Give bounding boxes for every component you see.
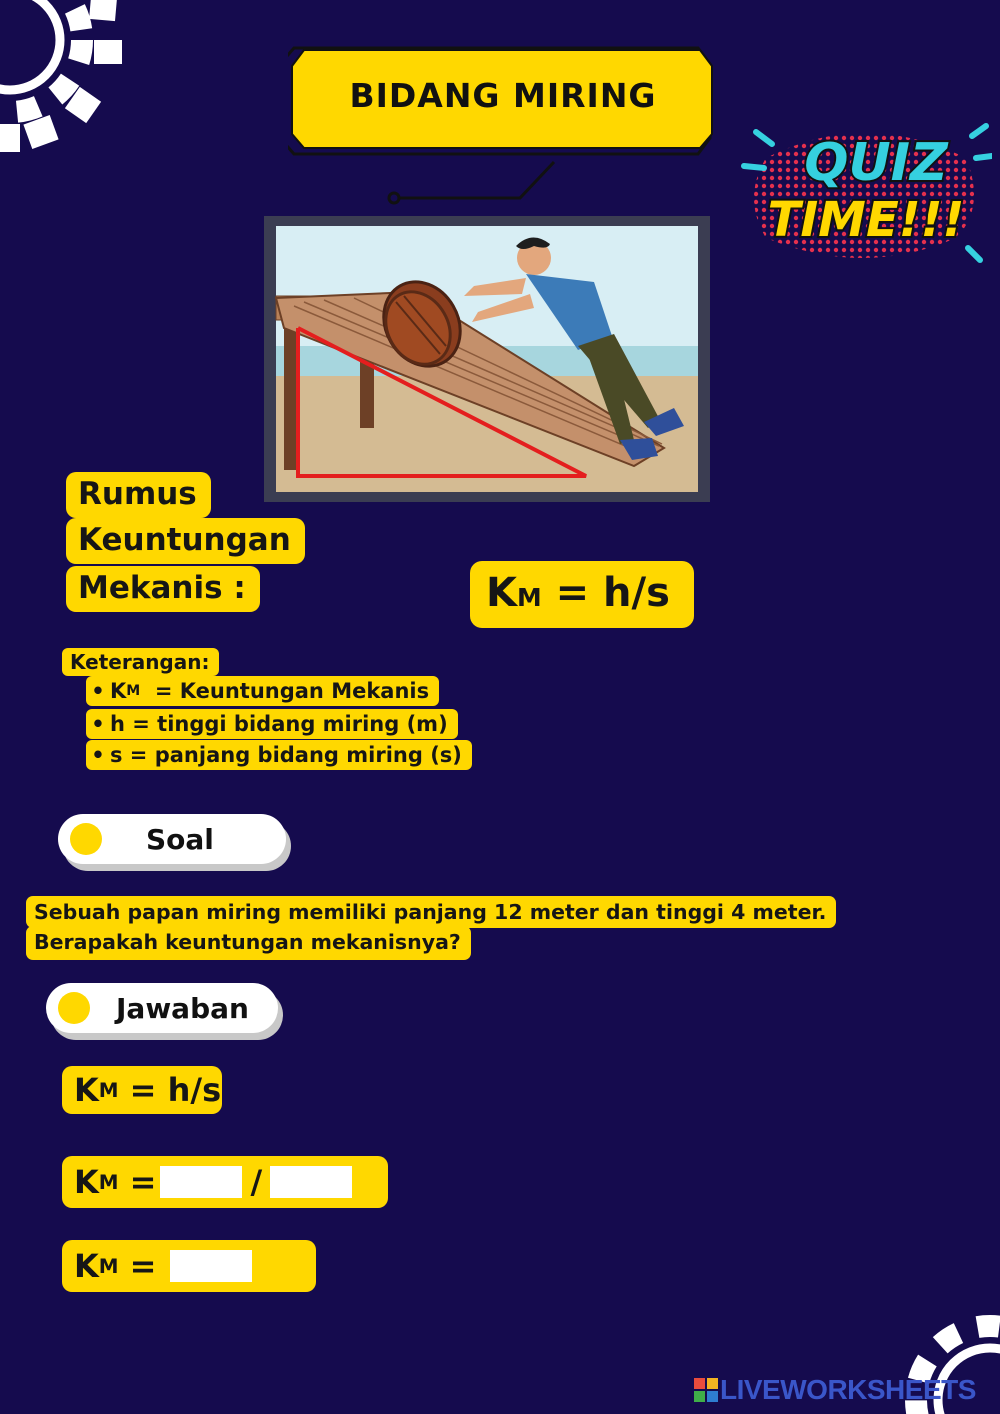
quiz-time-badge: [736, 118, 992, 268]
watermark-text: LIVEWORKSHEETS: [720, 1374, 976, 1405]
liveworksheets-watermark: [694, 1374, 976, 1406]
length-input[interactable]: [270, 1166, 352, 1198]
rumus-label-line2: Keuntungan: [66, 518, 305, 564]
answer-k: K: [74, 1247, 99, 1285]
jawaban-heading: [46, 983, 278, 1033]
keterangan-label: Keterangan:: [62, 648, 219, 676]
rumus-label-line3: Mekanis :: [66, 566, 260, 612]
circle-icon: [58, 992, 90, 1024]
height-input[interactable]: [160, 1166, 242, 1198]
keterangan-item: [86, 740, 472, 770]
formula-rest: = h/s: [541, 570, 670, 616]
answer-rest: = h/s: [118, 1071, 222, 1109]
gear-icon: [0, 0, 130, 160]
keterangan-text: s = panjang bidang miring (s): [110, 743, 462, 767]
question-line1: Sebuah papan miring memiliki panjang 12 meter dan tinggi 4 meter.: [26, 896, 836, 928]
answer-k: K: [74, 1071, 99, 1109]
quiz-text: QUIZ: [804, 133, 948, 193]
result-input[interactable]: [170, 1250, 252, 1282]
answer-eq: =: [118, 1163, 157, 1201]
soal-label: Soal: [146, 822, 214, 856]
formula-main: [470, 561, 694, 628]
circle-icon: [70, 823, 102, 855]
question-line2: Berapakah keuntungan mekanisnya?: [26, 926, 471, 960]
jawaban-label: Jawaban: [116, 991, 249, 1025]
answer-m: M: [98, 1170, 119, 1194]
time-text: TIME!!!: [767, 192, 965, 248]
answer-formula-row: [62, 1066, 222, 1114]
liveworksheets-logo-icon: [694, 1378, 718, 1402]
bullet-icon: •: [91, 743, 105, 767]
keterangan-m: M: [126, 683, 141, 699]
answer-substitution-row: [62, 1156, 388, 1208]
formula-k: K: [486, 570, 517, 616]
keterangan-item: [86, 709, 458, 739]
keterangan-item: [86, 676, 439, 706]
rumus-label-line1: Rumus: [66, 472, 211, 518]
answer-m: M: [98, 1078, 119, 1102]
keterangan-text: = Keuntungan Mekanis: [140, 679, 430, 703]
keterangan-k: K: [110, 679, 127, 703]
title-connector: [384, 156, 564, 206]
keterangan-text: h = tinggi bidang miring (m): [110, 712, 448, 736]
inclined-plane-illustration: [264, 216, 710, 502]
bullet-icon: •: [91, 712, 105, 736]
formula-m: M: [517, 583, 542, 612]
slash-symbol: /: [250, 1163, 263, 1201]
bullet-icon: •: [91, 679, 105, 703]
answer-k: K: [74, 1163, 99, 1201]
answer-eq: =: [118, 1247, 157, 1285]
answer-m: M: [98, 1254, 119, 1278]
page-title: BIDANG MIRING: [349, 76, 657, 115]
soal-heading: [58, 814, 286, 864]
answer-result-row: [62, 1240, 316, 1292]
